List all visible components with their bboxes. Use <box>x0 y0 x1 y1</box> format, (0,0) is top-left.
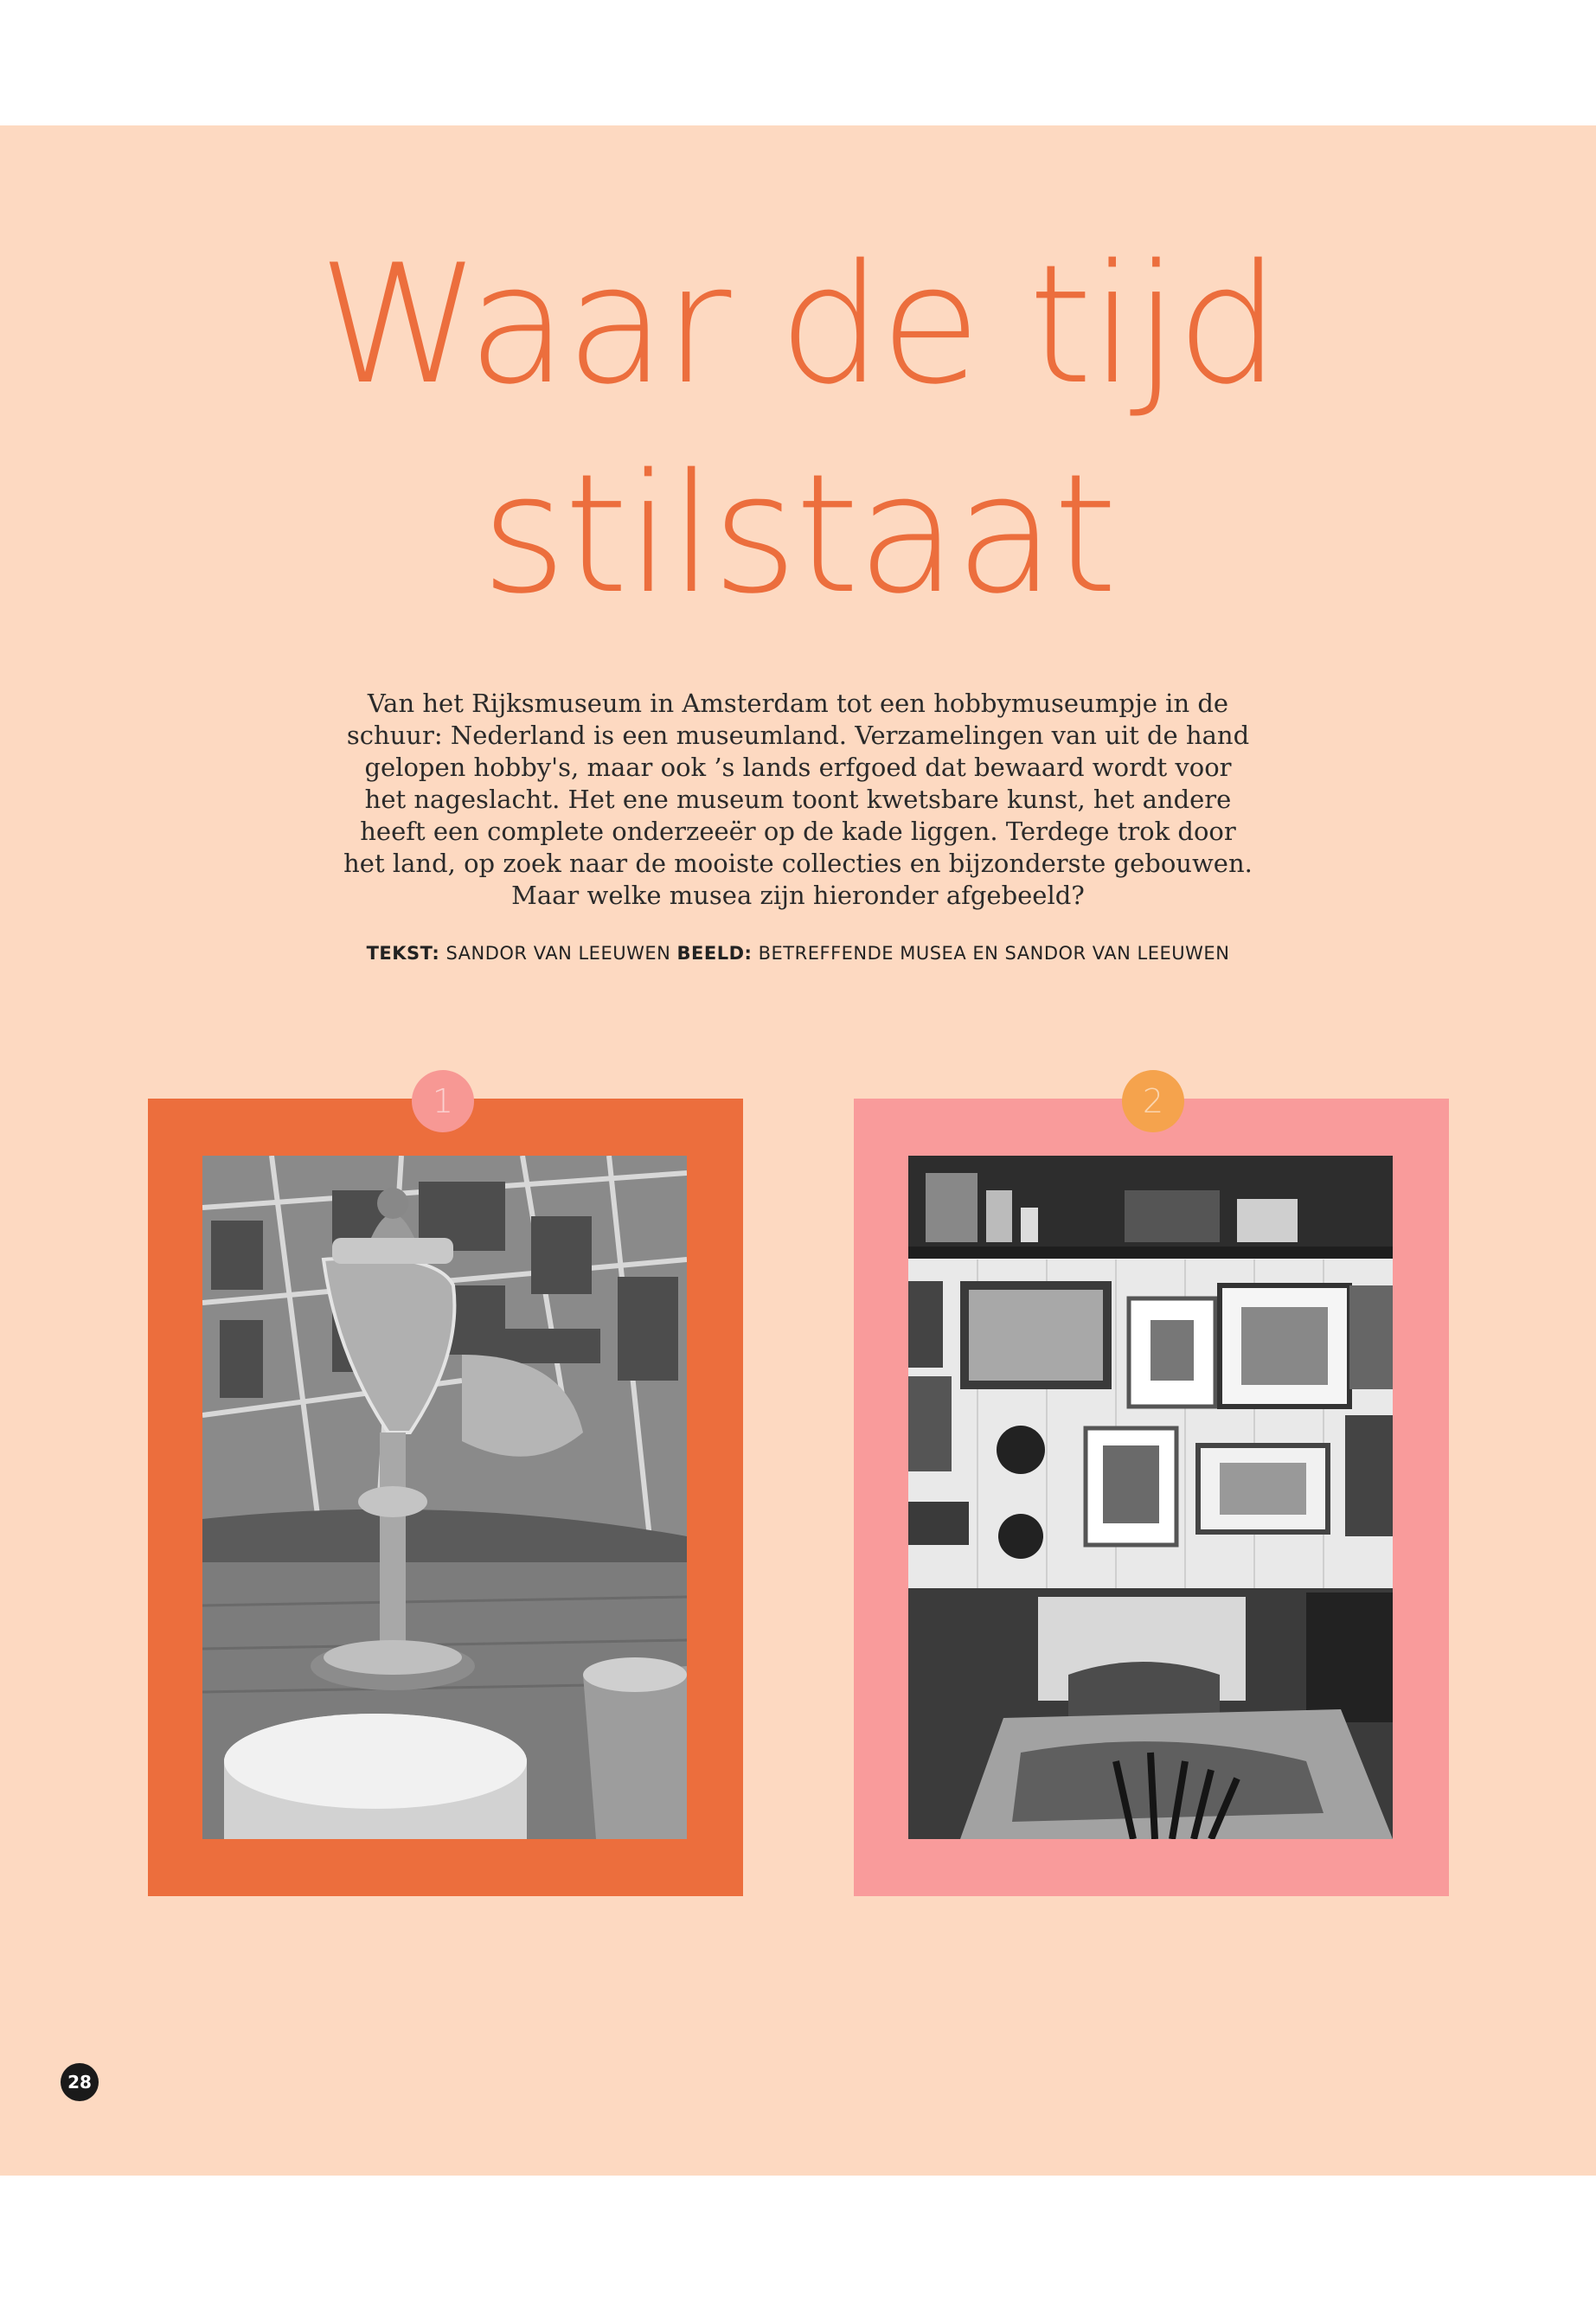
photo-silver-goblet <box>202 1156 687 1839</box>
photo-artist-studio <box>908 1156 1393 1839</box>
intro-line: het land, op zoek naar de mooiste collecties en bijzonderste gebouwen. <box>343 849 1253 878</box>
intro-line: Van het Rijksmuseum in Amsterdam tot een hobbymuseumpje in de <box>367 689 1229 718</box>
credits-image-value: BETREFFENDE MUSEA EN SANDOR VAN LEEUWEN <box>758 943 1230 964</box>
intro-line: heeft een complete onderzeeër op de kade liggen. Terdege trok door <box>360 817 1236 846</box>
page-number: 28 <box>61 2063 99 2101</box>
intro-line: schuur: Nederland is een museumland. Verzamelingen van uit de hand <box>346 721 1250 750</box>
title-line-1: Waar de tijd <box>317 229 1279 420</box>
credits-text-value: SANDOR VAN LEEUWEN <box>445 943 671 964</box>
photo-number-badge-2: 2 <box>1122 1070 1184 1132</box>
photo-frame-2 <box>854 1099 1449 1896</box>
article-intro <box>260 688 1336 912</box>
photo-number-badge-1: 1 <box>412 1070 474 1132</box>
article-credits <box>0 943 1596 964</box>
title-line-2: stilstaat <box>481 439 1115 630</box>
intro-line: het nageslacht. Het ene museum toont kwetsbare kunst, het andere <box>364 785 1232 814</box>
article-title <box>0 221 1596 639</box>
credits-image-label: BEELD: <box>676 943 753 964</box>
intro-line: gelopen hobby's, maar ook ’s lands erfgoed dat bewaard wordt voor <box>364 753 1232 782</box>
photo-frame-1 <box>148 1099 743 1896</box>
credits-text-label: TEKST: <box>366 943 440 964</box>
intro-line: Maar welke musea zijn hieronder afgebeeld? <box>511 881 1085 910</box>
